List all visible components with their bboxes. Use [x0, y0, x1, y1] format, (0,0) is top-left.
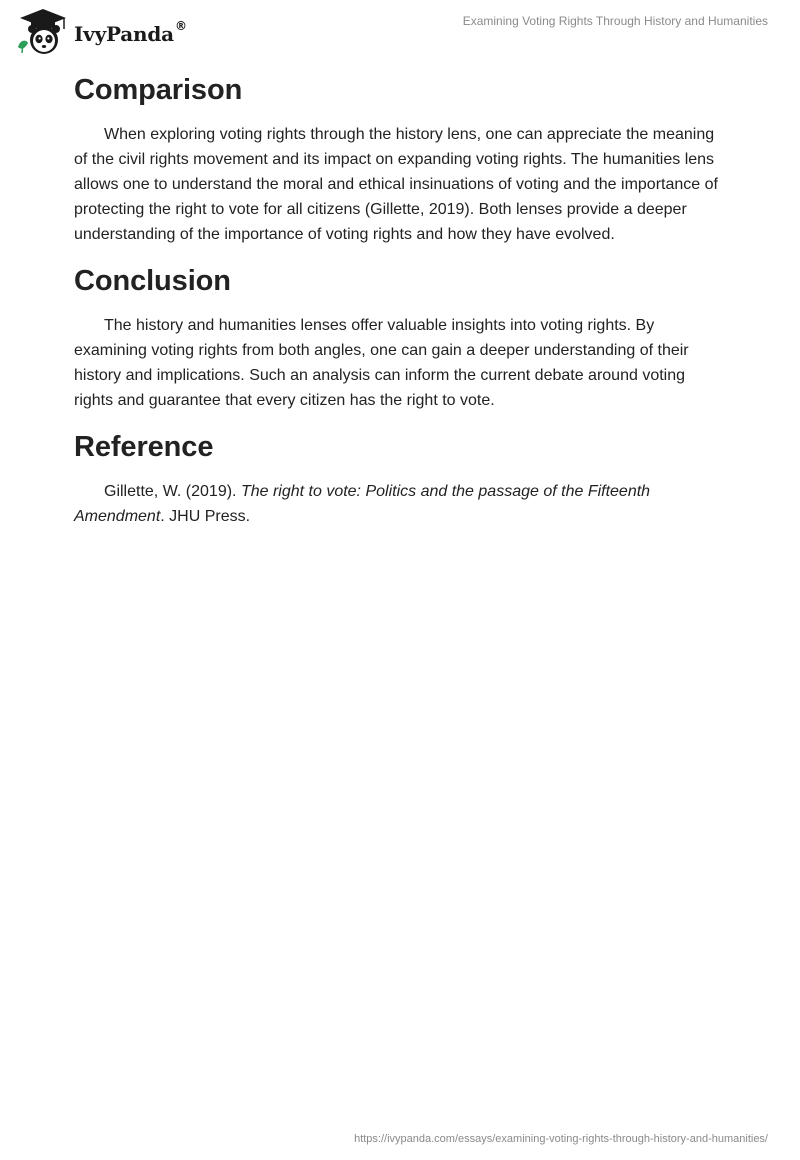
reference-author-year: Gillette, W. (2019).	[104, 483, 241, 500]
paragraph-conclusion: The history and humanities lenses offer valuable insights into voting rights. By examining voting rights from both angles, one can gain a deeper understanding of their history and implications. Such an analysis can inform the current debate around voting rights and guarantee that every citizen has the right to vote.	[74, 317, 689, 409]
running-title: Examining Voting Rights Through History and Humanities	[462, 14, 768, 28]
heading-conclusion: Conclusion	[74, 265, 231, 297]
heading-reference: Reference	[74, 431, 214, 463]
brand-name	[74, 19, 187, 46]
brand-text: IvyPanda	[74, 22, 174, 46]
section-comparison	[74, 68, 724, 247]
paragraph-comparison: When exploring voting rights through the history lens, one can appreciate the meaning of the civil rights movement and its impact on expanding voting rights. The humanities lens allows one to understand the moral and ethical insinuations of voting and the importance of protecting the right to vote for all citizens (Gillette, 2019). Both lenses provide a deeper understanding of the importance of voting rights and how they have evolved.	[74, 126, 718, 243]
reference-entry	[74, 479, 724, 529]
section-reference	[74, 425, 724, 529]
source-url-link[interactable]: https://ivypanda.com/essays/examining-voting-rights-through-history-and-humanities/	[354, 1133, 768, 1145]
section-conclusion	[74, 259, 724, 413]
reference-title: The right to vote: Politics and the passage of the Fifteenth Amendment	[74, 483, 651, 525]
registered-mark: ®	[174, 19, 187, 33]
page-header	[0, 0, 800, 60]
document-body	[74, 68, 724, 539]
panda-graduate-icon	[14, 7, 72, 57]
ivypanda-logo[interactable]	[14, 7, 187, 57]
reference-publisher: . JHU Press.	[160, 508, 251, 525]
heading-comparison: Comparison	[74, 74, 243, 106]
